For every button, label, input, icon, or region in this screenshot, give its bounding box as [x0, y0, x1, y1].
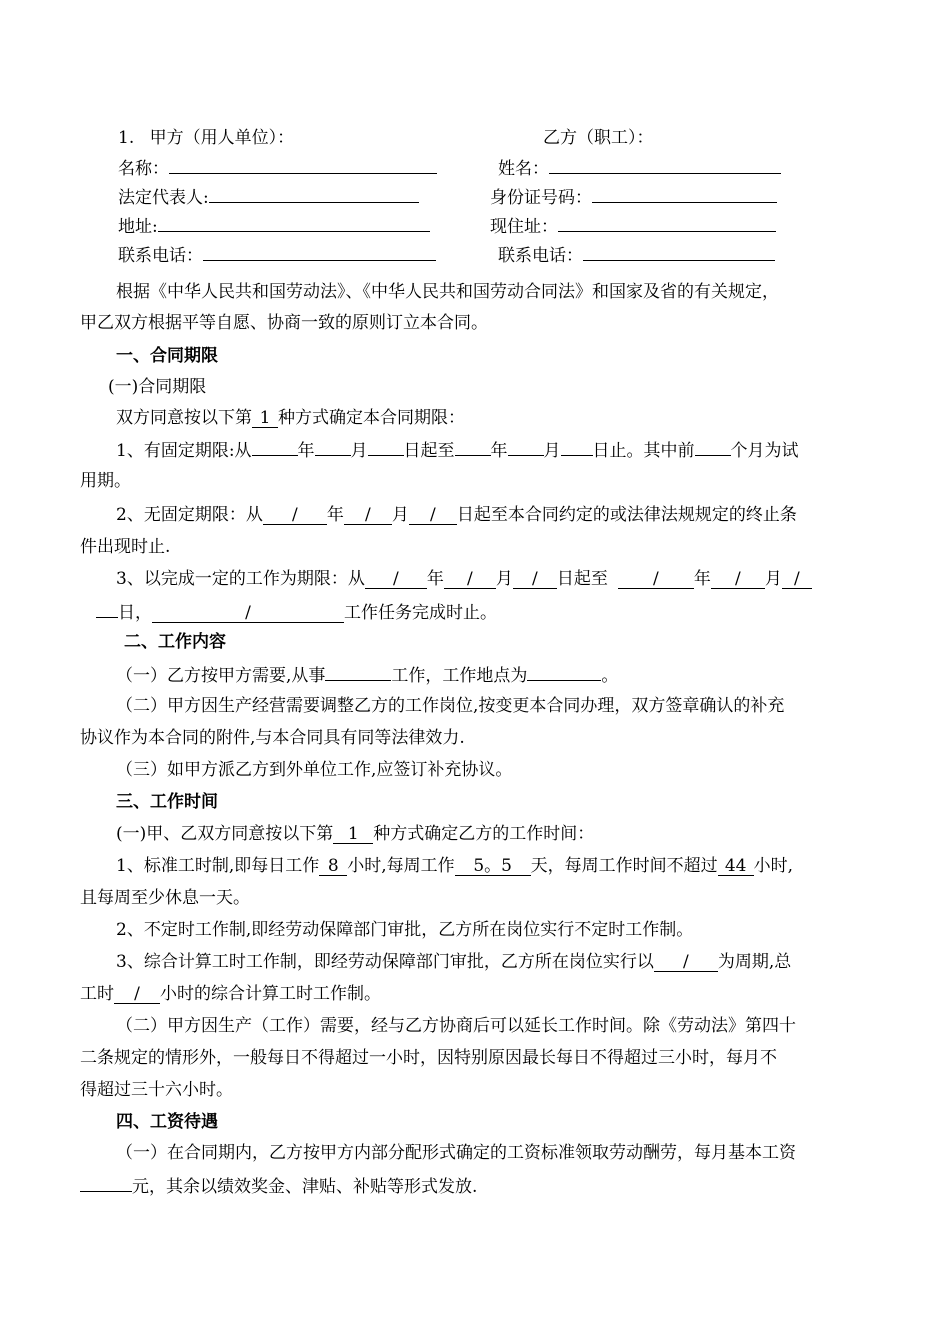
task-term-line: 3、以完成一定的工作为期限：从 / 年 / 月 / 日起至 / 年 / 月 / — [116, 567, 812, 591]
open-term-line-2: 件出现时止. — [80, 537, 171, 557]
section-1-heading: 一、合同期限 — [116, 346, 218, 366]
party-b-name-label: 姓名： — [498, 159, 549, 179]
task-from-month[interactable]: / — [444, 570, 496, 589]
hours-per-week[interactable]: 44 — [718, 857, 754, 876]
base-salary-field[interactable] — [80, 1173, 132, 1192]
flex-hours-line: 2、不定时工作制,即经劳动保障部门审批，乙方所在岗位实行不定时工作制。 — [116, 920, 694, 940]
party-b-addr-label: 现住址： — [490, 217, 558, 237]
party-b-phone-label: 联系电话： — [498, 246, 583, 266]
section-4-heading: 四、工资待遇 — [116, 1112, 218, 1132]
standard-hours-line: 1、标准工时制,即每日工作 8 小时,每周工作 5。5 天，每周工作时间不超过 44 小时, — [116, 856, 794, 876]
party-a-addr-label: 地址: — [118, 217, 158, 237]
term-choice-value[interactable]: 1 — [252, 409, 278, 428]
open-term-line: 2、无固定期限：从 / 年 / 月 / 日起至本合同约定的或法律法规规定的终止条 — [116, 505, 797, 525]
task-description[interactable]: / — [152, 604, 344, 623]
salary-line-2: 元，其余以绩效奖金、津贴、补贴等形式发放. — [80, 1173, 477, 1199]
comp-period-field[interactable]: / — [654, 953, 718, 972]
overtime-line-2: 二条规定的情形外，一般每日不得超过一小时，因特别原因最长每日不得超过三小时，每月不 — [80, 1048, 777, 1068]
party-a-addr-field[interactable] — [158, 213, 430, 232]
overtime-line-1: （二）甲方因生产（工作）需要，经与乙方协商后可以延长工作时间。除《劳动法》第四十 — [116, 1016, 796, 1036]
party-a-name-row — [118, 155, 437, 181]
intro-line-1: 根据《中华人民共和国劳动法》、《中华人民共和国劳动合同法》和国家及省的有关规定， — [116, 282, 779, 302]
task-to-day-part[interactable]: / — [782, 570, 812, 589]
party-b-title: 乙方（职工）： — [543, 128, 654, 148]
party-a-phone-field[interactable] — [203, 242, 436, 261]
party-a-title: 甲方（用人单位）： — [149, 128, 295, 148]
adjust-line-2: 协议作为本合同的附件,与本合同具有同等法律效力. — [80, 728, 465, 748]
open-from-year[interactable]: / — [263, 506, 327, 525]
task-from-year[interactable]: / — [365, 570, 427, 589]
overtime-line-3: 得超过三十六小时。 — [80, 1080, 233, 1100]
party-a-rep-row — [118, 184, 419, 210]
party-b-name-row — [498, 155, 781, 181]
party-a-phone-row — [118, 242, 436, 268]
fixed-from-day[interactable] — [368, 437, 404, 456]
task-to-year[interactable]: / — [618, 570, 694, 589]
hours-choice-line: (一)甲、乙双方同意按以下第 1 种方式确定乙方的工作时间： — [116, 824, 595, 844]
task-from-day[interactable]: / — [513, 570, 557, 589]
days-per-week[interactable]: 5。5 — [455, 857, 531, 876]
party-b-phone-row — [498, 242, 775, 268]
open-from-day[interactable]: / — [409, 506, 457, 525]
task-to-day[interactable] — [96, 599, 118, 618]
party-a-header — [118, 126, 294, 150]
adjust-line-1: （二）甲方因生产经营需要调整乙方的工作岗位,按变更本合同办理，双方签章确认的补充 — [116, 696, 785, 716]
trial-months[interactable] — [695, 437, 731, 456]
fixed-to-day[interactable] — [561, 437, 593, 456]
party-a-rep-label: 法定代表人: — [118, 188, 209, 208]
work-location-field[interactable] — [527, 662, 601, 681]
comp-total-hours-field[interactable]: / — [114, 985, 160, 1004]
fixed-from-year[interactable] — [252, 437, 298, 456]
party-a-name-label: 名称： — [118, 159, 169, 179]
fixed-from-month[interactable] — [315, 437, 351, 456]
job-field[interactable] — [325, 662, 391, 681]
party-b-phone-field[interactable] — [583, 242, 775, 261]
standard-hours-line-2: 且每周至少休息一天。 — [80, 888, 250, 908]
party-a-rep-field[interactable] — [209, 184, 419, 203]
fixed-term-line: 1、有固定期限:从 年 月 日起至 年 月 日止。其中前 个月为试 — [116, 437, 799, 463]
hours-per-day[interactable]: 8 — [319, 857, 347, 876]
party-b-id-label: 身份证号码： — [490, 188, 592, 208]
party-a-phone-label: 联系电话： — [118, 246, 203, 266]
section-3-heading: 三、工作时间 — [116, 792, 218, 812]
work-content-line: （一）乙方按甲方需要,从事 工作，工作地点为 。 — [116, 662, 618, 688]
salary-line-1: （一）在合同期内，乙方按甲方内部分配形式确定的工资标准领取劳动酬劳，每月基本工资 — [116, 1143, 796, 1163]
fixed-to-year[interactable] — [455, 437, 491, 456]
section-1-sub: (一)合同期限 — [108, 377, 207, 397]
party-a-addr-row — [118, 213, 430, 239]
comp-hours-line-2: 工时 / 小时的综合计算工时工作制。 — [80, 984, 381, 1004]
party-b-id-field[interactable] — [592, 184, 777, 203]
party-b-addr-row — [490, 213, 776, 239]
item-number: 1. — [118, 128, 135, 148]
comp-hours-line: 3、综合计算工时工作制，即经劳动保障部门审批，乙方所在岗位实行以 / 为周期,总 — [116, 952, 792, 972]
task-term-line-2: 日， / 工作任务完成时止。 — [96, 599, 497, 625]
party-b-id-row — [490, 184, 777, 210]
section-2-heading: 二、工作内容 — [124, 632, 226, 652]
fixed-to-month[interactable] — [508, 437, 544, 456]
hours-choice-value[interactable]: 1 — [333, 825, 373, 844]
task-to-month[interactable]: / — [711, 570, 765, 589]
dispatch-line: （三）如甲方派乙方到外单位工作,应签订补充协议。 — [116, 760, 513, 780]
term-choice: 双方同意按以下第 1 种方式确定本合同期限： — [116, 408, 465, 428]
party-b-name-field[interactable] — [549, 155, 781, 174]
fixed-term-line-2: 用期。 — [80, 471, 131, 491]
intro-line-2: 甲乙双方根据平等自愿、协商一致的原则订立本合同。 — [80, 313, 488, 333]
open-from-month[interactable]: / — [344, 506, 392, 525]
party-b-addr-field[interactable] — [558, 213, 776, 232]
party-a-name-field[interactable] — [169, 155, 437, 174]
